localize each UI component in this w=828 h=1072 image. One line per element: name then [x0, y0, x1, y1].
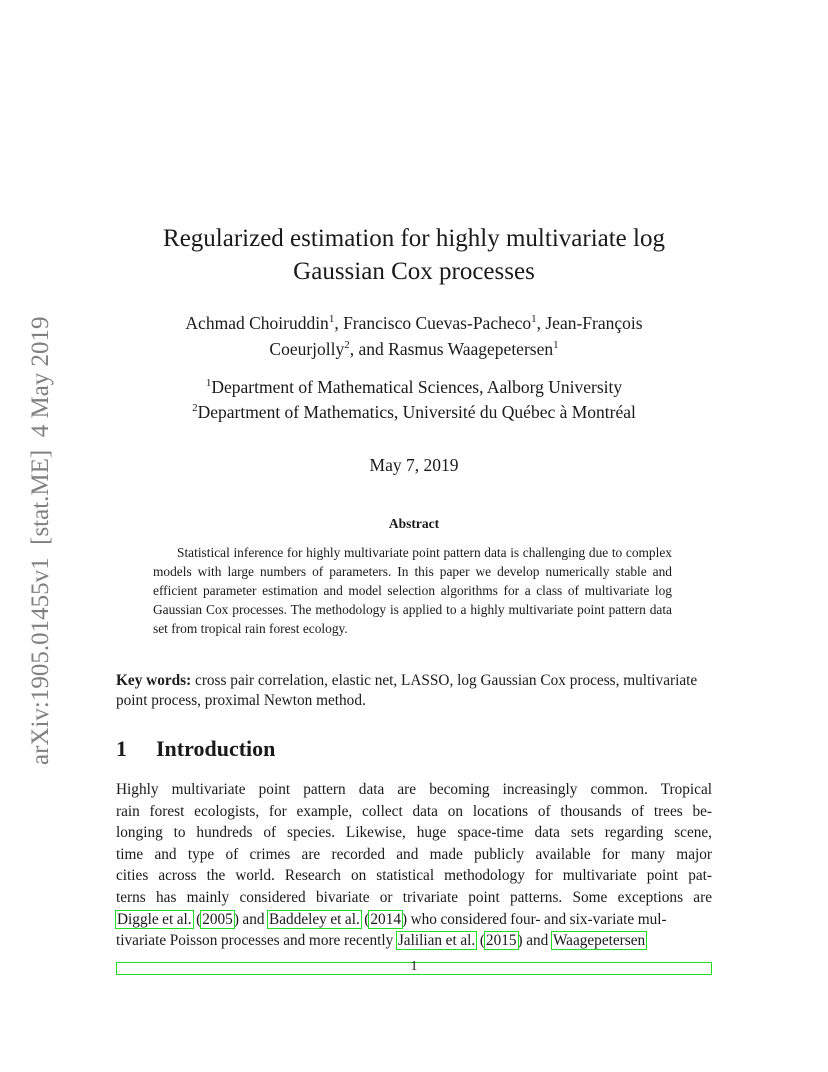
citation-link[interactable]: Jalilian et al. [397, 932, 476, 950]
affiliation-mark: 2 [192, 402, 198, 415]
author-affil-mark: 1 [328, 313, 335, 326]
affiliation-2 [110, 400, 718, 425]
footnote-link-box[interactable] [116, 959, 712, 975]
section-number: 1 [116, 736, 127, 761]
intro-line: time and type of crimes are recorded and made publicly available for many major [116, 845, 712, 863]
intro-text: ) and [233, 910, 269, 928]
citation-paren: ( [192, 910, 202, 928]
author-affil-mark: 2 [344, 339, 350, 352]
citation-year-link[interactable]: 2014 [370, 910, 401, 928]
citation-paren: ( [360, 910, 370, 928]
affiliation-mark: 1 [205, 377, 212, 390]
author-affil-mark: 1 [553, 339, 559, 352]
section-title: Introduction [156, 736, 276, 761]
citation-link[interactable]: Diggle et al. [117, 910, 192, 928]
author-affil-mark: 1 [531, 313, 537, 326]
author-separator: , and [349, 339, 389, 359]
intro-line: cities across the world. Research on statistical methodology for multivariate point pat- [116, 867, 712, 885]
keywords [116, 671, 712, 711]
paper-title [110, 222, 718, 288]
citation-year-link[interactable]: 2005 [202, 910, 233, 928]
intro-line: Highly multivariate point pattern data are becoming increasingly common. Tropical [116, 781, 712, 798]
paper-date: May 7, 2019 [369, 455, 459, 475]
citation-link[interactable]: Waagepetersen [552, 932, 646, 950]
affiliation-text: Department of Mathematics, Université du Québec à Montréal [197, 402, 636, 422]
affiliations [110, 375, 718, 425]
author-name: , Jean-François [536, 313, 643, 333]
citation-link[interactable]: Baddeley et al. [269, 910, 360, 928]
intro-line: longing to hundreds of species. Likewise, huge space-time data sets regarding scene, [116, 824, 712, 842]
arxiv-stamp-text: arXiv:1905.01455v1 [stat.ME] 4 May 2019 [27, 316, 54, 765]
intro-line: terns has mainly considered bivariate or trivariate point patterns. Some exceptions are [116, 888, 712, 906]
arxiv-stamp [4, 265, 60, 765]
author-list [110, 310, 718, 362]
page-number: 1 [410, 959, 418, 974]
intro-text: ) and [517, 932, 552, 950]
author-name: Francisco Cuevas-Pacheco [343, 313, 532, 333]
author-name: Coeurjolly [269, 339, 345, 359]
keywords-label: Key words: [116, 672, 192, 689]
affiliation-text: Department of Mathematical Sciences, Aalborg University [211, 377, 623, 397]
title-line-1: Regularized estimation for highly multivariate log [163, 225, 665, 252]
author-name: Achmad Choiruddin [185, 313, 329, 333]
citation-paren: ( [476, 932, 485, 950]
intro-text: ) who considered four- and six-variate mul- [401, 910, 667, 928]
intro-text: tivariate Poisson processes and more recently [116, 932, 397, 950]
intro-paragraph [116, 779, 712, 952]
section-heading [116, 736, 712, 762]
title-line-2: Gaussian Cox processes [293, 258, 535, 285]
abstract-text: Statistical inference for highly multivariate point pattern data is challenging due to complex models with large numbers of parameters. In this paper we develop numerically stable and efficient parameter estimation and model selection algorithms for a class of multivariate log Gaussian Cox processes. The methodology is applied to a highly multivariate point pattern data set from tropical rain forest ecology. [153, 545, 672, 636]
intro-line [116, 909, 712, 931]
intro-line: rain forest ecologists, for example, collect data on locations of thousands of trees be- [116, 802, 712, 820]
citation-year-link[interactable]: 2015 [485, 932, 517, 950]
intro-line [116, 930, 712, 952]
keywords-text: cross pair correlation, elastic net, LASSO, log Gaussian Cox process, multivariate point process, proximal Newton method. [116, 672, 698, 709]
author-name: Rasmus Waagepetersen [388, 339, 554, 359]
author-separator: , [334, 313, 344, 333]
affiliation-1 [110, 375, 718, 400]
abstract-heading: Abstract [388, 516, 440, 531]
